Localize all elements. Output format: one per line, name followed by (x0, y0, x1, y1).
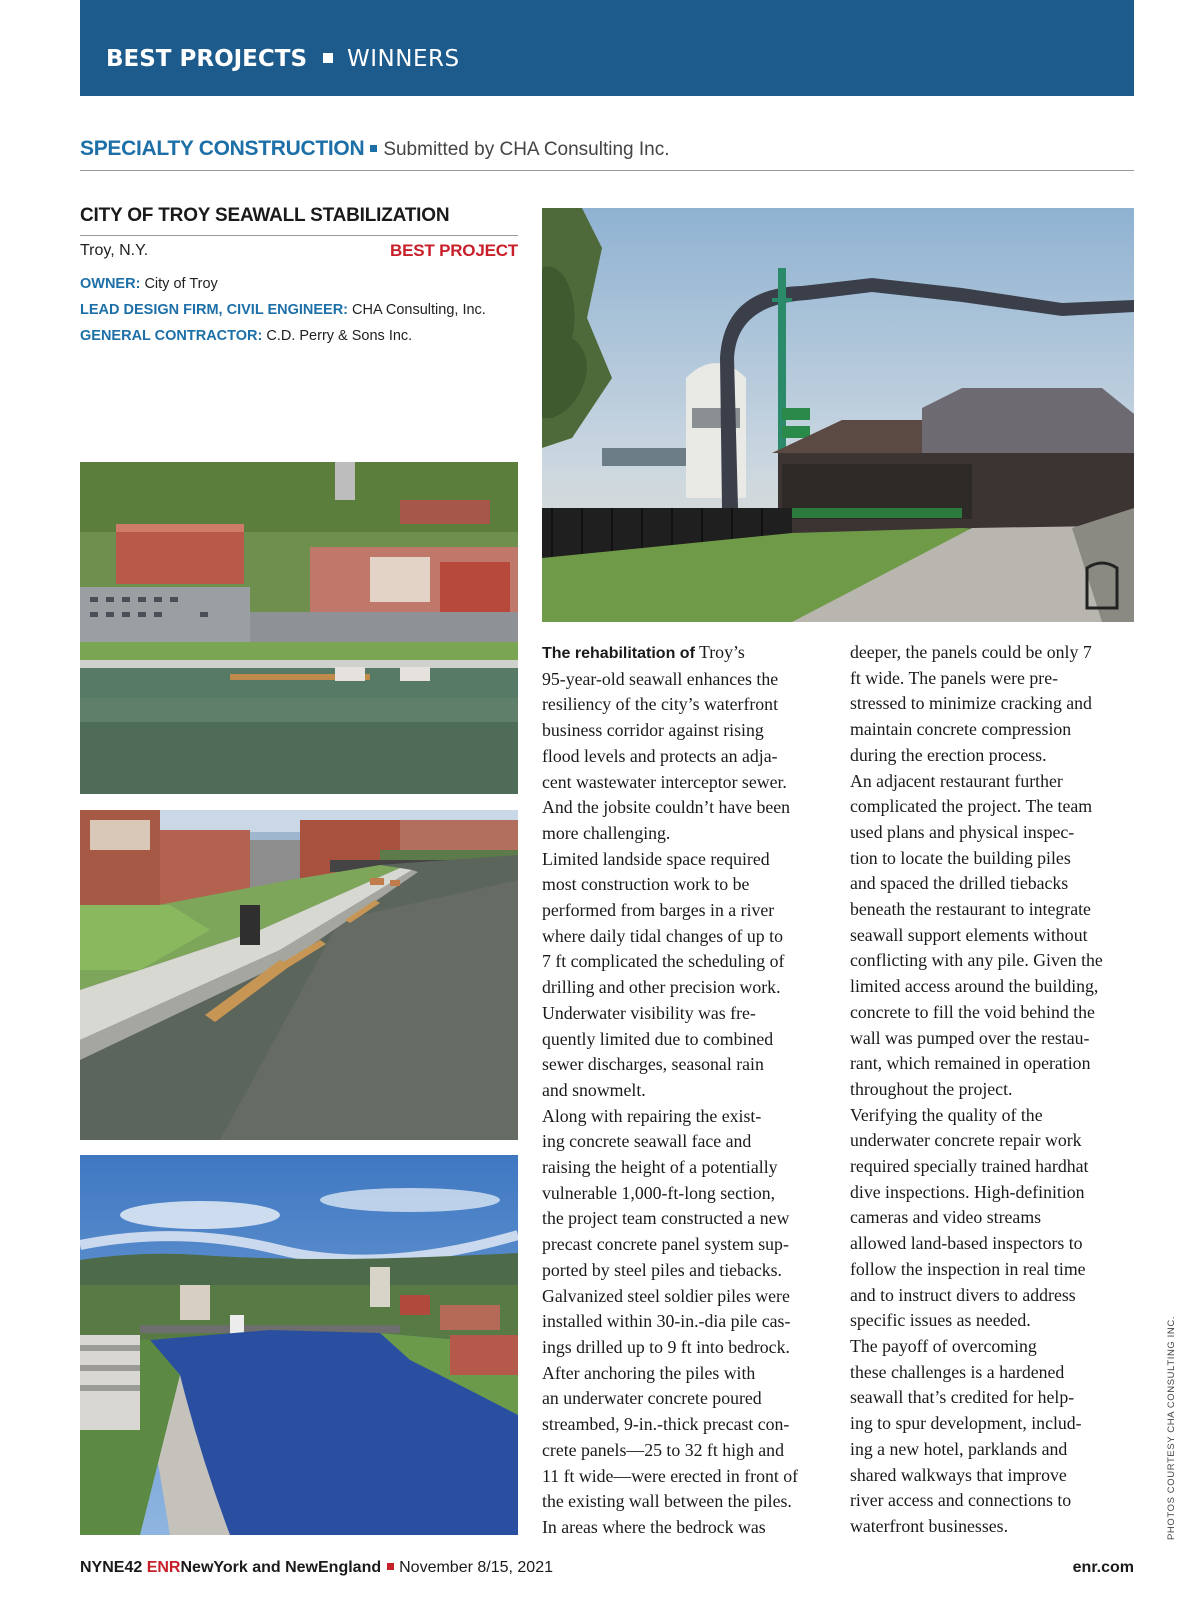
website-link[interactable]: enr.com (1072, 1559, 1134, 1576)
photo-credit: PHOTOS COURTESY CHA CONSULTING INC. (1166, 1315, 1177, 1540)
section-title: SPECIALTY CONSTRUCTION (80, 137, 365, 160)
header-banner (80, 0, 1134, 96)
publication-name: NewYork and NewEngland (180, 1559, 382, 1576)
brand-logo: ENR (146, 1559, 181, 1576)
photo-concrete-pump-boom (542, 208, 1134, 622)
banner-section: BEST PROJECTS (106, 46, 308, 72)
submitted-by: Submitted by CHA Consulting Inc. (383, 139, 670, 160)
credit-label: LEAD DESIGN FIRM, CIVIL ENGINEER: (80, 302, 349, 318)
credit-design-firm (80, 302, 520, 328)
project-credits (80, 276, 520, 354)
credit-value: City of Troy (144, 276, 218, 292)
section-separator (370, 145, 377, 152)
issue-date: November 8/15, 2021 (399, 1559, 553, 1576)
banner-separator (323, 53, 333, 63)
credit-value: C.D. Perry & Sons Inc. (266, 328, 413, 344)
article-column-2 (850, 640, 1140, 1540)
section-header (80, 137, 1134, 171)
title-divider (80, 235, 518, 236)
photo-river-bridge-panorama (80, 1155, 518, 1535)
article-lead-in: The rehabilitation of (542, 645, 695, 662)
footer-separator (387, 1563, 394, 1570)
project-title: CITY OF TROY SEAWALL STABILIZATION (80, 205, 450, 226)
banner-category: WINNERS (347, 46, 460, 72)
credit-value: CHA Consulting, Inc. (352, 302, 486, 318)
credit-owner (80, 276, 520, 302)
article-text: deeper, the panels could be only 7 ft wide. The panels were pre- stressed to minimize cracking and maintain concrete compression during the erection process. An adjacent restaurant further complicated the project. The team used plans and physical inspec- tion to locate the building piles and spaced the drilled tiebacks beneath the restaurant to integrate seawall support elements without conflicting with any pile. Given the limited access around the building, concrete to fill the void behind the wall was pumped over the restau- rant, which remained in operation throughout the project. Verifying the quality of the underwater concrete repair work required specially trained hardhat dive inspections. High-definition cameras and video streams allowed land-based inspectors to follow the inspection in real time and to instruct divers to address specific issues as needed. The payoff of overcoming these challenges is a hardened seawall that’s credited for help- ing to spur development, includ- ing a new hotel, parklands and shared walkways that improve river access and connections to waterfront businesses. (850, 642, 1103, 1536)
article-column-1 (542, 640, 832, 1541)
project-location: Troy, N.Y. (80, 242, 149, 259)
page-number: NYNE42 (80, 1559, 143, 1576)
photo-seawall-river-barges (80, 810, 518, 1140)
photo-aerial-downtown-seawall (80, 462, 518, 794)
article-text: Troy’s 95-year-old seawall enhances the resiliency of the city’s waterfront business corridor against rising flood levels and protects an adja- cent wastewater interceptor sewer. And the jobsite couldn’t have been more challenging. Limited landside space required most construction work to be performed from barges in a river where daily tidal changes of up to 7 ft complicated the scheduling of drilling and other precision work. Underwater visibility was fre- quently limited due to combined sewer discharges, seasonal rain and snowmelt. Along with repairing the exist- ing concrete seawall face and raising the height of a potentially vulnerable 1,000-ft-long section, the project team constructed a new precast concrete panel system sup- ported by steel piles and tiebacks. Galvanized steel soldier piles were installed within 30-in.-dia pile cas- ings drilled up to 9 ft into bedrock. After anchoring the piles with an underwater concrete poured streambed, 9-in.-thick precast con- crete panels—25 to 32 ft high and 11 ft wide—were erected in front of the existing wall between the piles. In areas where the bedrock was (542, 642, 799, 1537)
credit-label: OWNER: (80, 276, 141, 292)
credit-general-contractor (80, 328, 520, 354)
page-footer (80, 1559, 1134, 1583)
banner-title (106, 46, 460, 72)
award-label: BEST PROJECT (390, 241, 518, 260)
credit-label: GENERAL CONTRACTOR: (80, 328, 263, 344)
